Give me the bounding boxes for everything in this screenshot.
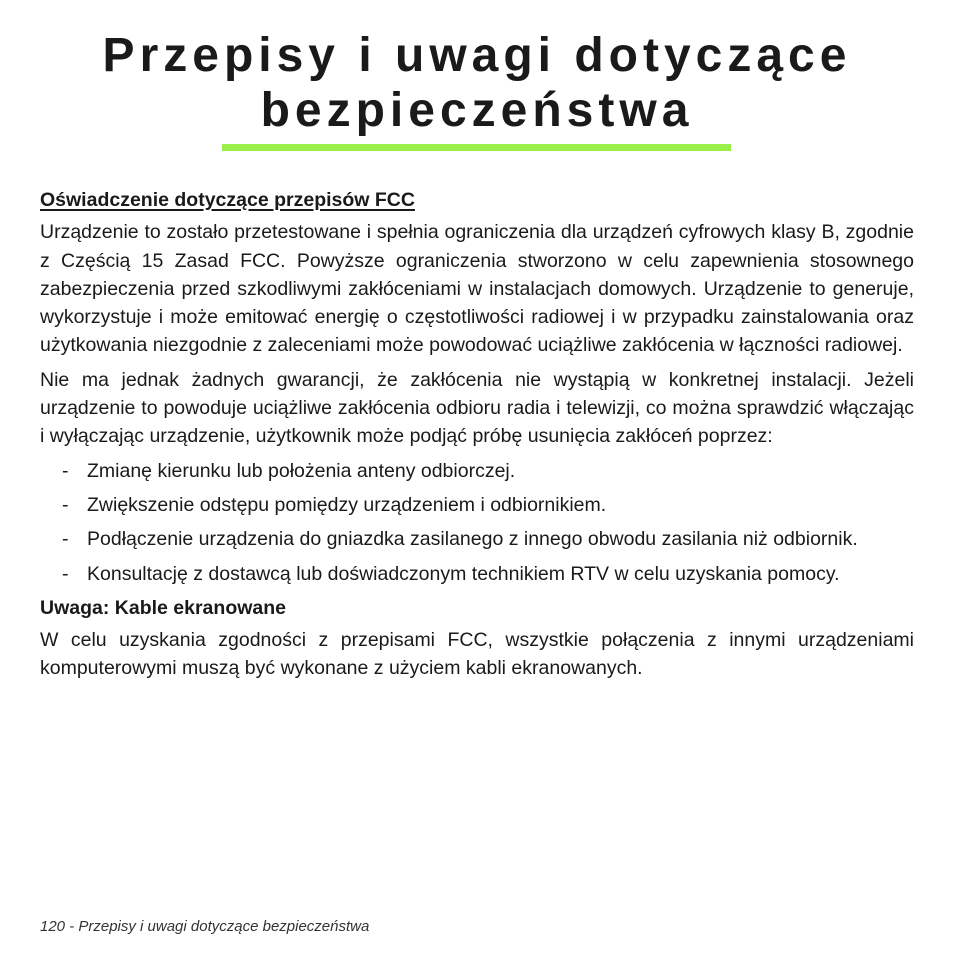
- fcc-paragraph-1: Urządzenie to zostało przetestowane i spełnia ograniczenia dla urządzeń cyfrowych klasy B, zgodnie z Częścią 15 Zasad FCC. Powyższe ograniczenia stworzono w celu zapewnienia stosownego zabezpieczenia przed szkodliwymi zakłóceniami w instalacjach domowych. Urządzenie to generuje, wykorzystuje i może emitować energię o częstotliwości radiowej i w przypadku zainstalowania oraz użytkowania niezgodnie z zaleceniami może powodować uciążliwe zakłócenia w łączności radiowej.: [40, 221, 914, 357]
- list-item: [40, 457, 914, 485]
- list-item-text: Zwiększenie odstępu pomiędzy urządzeniem i odbiornikiem.: [87, 493, 607, 516]
- list-dash: -: [62, 562, 69, 585]
- page-title-line-1: Przepisy i uwagi dotyczące: [102, 29, 852, 82]
- list-item: [40, 525, 914, 553]
- cables-section-heading: Uwaga: Kable ekranowane: [40, 596, 286, 619]
- list-item-text: Podłączenie urządzenia do gniazdka zasilanego z innego obwodu zasilania niż odbiornik.: [87, 528, 858, 551]
- list-item: [40, 491, 914, 519]
- title-accent-rule: [222, 144, 731, 151]
- list-dash: -: [62, 528, 69, 551]
- page-title: [0, 28, 954, 138]
- cables-paragraph: W celu uzyskania zgodności z przepisami FCC, wszystkie połączenia z innymi urządzeniami komputerowymi muszą być wykonane z użyciem kabli ekranowanych.: [40, 629, 914, 680]
- fcc-paragraph-2: Nie ma jednak żadnych gwarancji, że zakłócenia nie wystąpią w konkretnej instalacji. Jeżeli urządzenie to powoduje uciążliwe zakłócenia odbioru radia i telewizji, co można sprawdzić włączając i wyłączając urządzenie, użytkownik może podjąć próbę usunięcia zakłóceń poprzez:: [40, 368, 914, 448]
- remedy-list: [40, 457, 914, 588]
- fcc-section-heading: Oświadczenie dotyczące przepisów FCC: [40, 189, 415, 211]
- list-dash: -: [62, 459, 69, 482]
- page-title-line-2: bezpieczeństwa: [260, 84, 694, 137]
- list-item-text: Zmianę kierunku lub położenia anteny odbiorczej.: [87, 459, 516, 482]
- document-body: [40, 186, 914, 689]
- list-item: [40, 560, 914, 588]
- list-dash: -: [62, 493, 69, 516]
- page-footer: 120 - Przepisy i uwagi dotyczące bezpieczeństwa: [40, 918, 370, 935]
- list-item-text: Konsultację z dostawcą lub doświadczonym technikiem RTV w celu uzyskania pomocy.: [87, 562, 840, 585]
